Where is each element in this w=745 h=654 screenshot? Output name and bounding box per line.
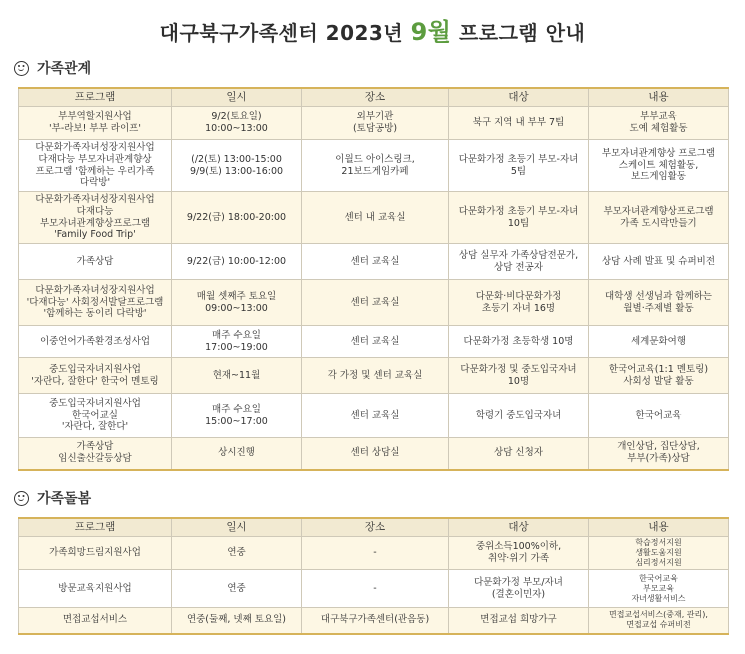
table-row xyxy=(19,537,729,570)
cell-line: 자녀생활서비스 xyxy=(631,593,686,603)
cell-line: 21보드게임카페 xyxy=(341,165,409,177)
cell-line: 9/22(금) 18:00-20:00 xyxy=(186,211,287,223)
table-row xyxy=(19,280,729,326)
cell-line: 17:00~19:00 xyxy=(205,341,268,353)
cell-line: 초등기 자녀 16명 xyxy=(481,302,556,314)
cell-line: 외부기관 xyxy=(356,111,394,123)
cell-content xyxy=(589,394,729,438)
table-row xyxy=(19,608,729,634)
cell-target xyxy=(449,394,589,438)
smiley-icon xyxy=(14,61,29,76)
cell-program xyxy=(19,140,172,192)
cell-datetime xyxy=(172,107,302,140)
cell-content xyxy=(589,358,729,394)
cell-line: 한국어교실 xyxy=(72,409,118,421)
cell-line: 부부교육 xyxy=(640,111,677,123)
cell-line: 면접교섭서비스 xyxy=(62,614,128,626)
cell-place xyxy=(302,394,449,438)
cell-line: 10명 xyxy=(507,375,530,387)
cell-line: (토담공방) xyxy=(352,123,398,134)
family-care-table xyxy=(18,517,729,635)
cell-line: - xyxy=(373,547,377,559)
cell-line: '함께하는 동이리 다락방' xyxy=(43,308,147,320)
cell-place xyxy=(302,107,449,140)
cell-content xyxy=(589,192,729,244)
header-target: 대상 xyxy=(449,518,589,537)
cell-line: 연중 xyxy=(227,582,246,594)
cell-line: 중위소득100%이하, xyxy=(475,541,562,553)
table-row xyxy=(19,140,729,192)
cell-line: 면접교섭 슈퍼비전 xyxy=(626,620,691,630)
cell-line: 월별·주제별 활동 xyxy=(623,302,694,314)
cell-line: 대구북구가족센터(관음동) xyxy=(320,614,430,626)
cell-datetime xyxy=(172,244,302,280)
cell-place xyxy=(302,192,449,244)
cell-line: 부모교육 xyxy=(643,583,674,593)
table-row xyxy=(19,394,729,438)
cell-line: 센터 상담실 xyxy=(350,447,400,459)
cell-line: 생활도움지원 xyxy=(635,548,682,557)
cell-datetime xyxy=(172,358,302,394)
cell-datetime xyxy=(172,394,302,438)
cell-line: 10:00~13:00 xyxy=(205,123,268,134)
page-title xyxy=(0,12,745,47)
cell-line: 다문화·비다문화가정 xyxy=(475,290,562,302)
title-suffix: 프로그램 안내 xyxy=(451,21,586,45)
cell-place xyxy=(302,537,449,570)
cell-program xyxy=(19,192,172,244)
cell-program xyxy=(19,326,172,358)
cell-target xyxy=(449,107,589,140)
cell-datetime xyxy=(172,537,302,570)
cell-line: 09:00~13:00 xyxy=(205,302,268,314)
cell-place xyxy=(302,608,449,634)
cell-place xyxy=(302,570,449,608)
cell-program xyxy=(19,244,172,280)
cell-line: 상담 신청자 xyxy=(494,447,543,459)
cell-line: 다문화가족자녀성장지원사업 xyxy=(35,141,155,153)
cell-target xyxy=(449,537,589,570)
cell-target xyxy=(449,438,589,470)
cell-line: 방문교육지원사업 xyxy=(58,582,132,594)
cell-content xyxy=(589,326,729,358)
header-datetime: 일시 xyxy=(172,88,302,107)
table-row xyxy=(19,326,729,358)
cell-target xyxy=(449,280,589,326)
header-datetime: 일시 xyxy=(172,518,302,537)
cell-program xyxy=(19,608,172,634)
cell-target xyxy=(449,192,589,244)
cell-line: 도예 체험활동 xyxy=(629,123,688,134)
cell-target xyxy=(449,326,589,358)
cell-place xyxy=(302,280,449,326)
cell-datetime xyxy=(172,438,302,470)
table-header-row xyxy=(19,88,729,107)
cell-line: '부-라보! 부부 라이프' xyxy=(49,123,141,134)
cell-program xyxy=(19,358,172,394)
cell-line: 매주 수요일 xyxy=(212,403,261,415)
header-program: 프로그램 xyxy=(19,518,172,537)
cell-line: '다재다능' 사회정서발달프로그램 xyxy=(26,296,164,308)
table-header-row xyxy=(19,518,729,537)
section-label: 가족돌봄 xyxy=(37,491,92,507)
cell-target xyxy=(449,608,589,634)
cell-line: 다재다능 부모자녀관계향상 xyxy=(38,153,152,165)
cell-line: 10팀 xyxy=(507,217,530,229)
cell-line: 중도입국자녀지원사업 xyxy=(49,363,141,375)
cell-line: 각 가정 및 센터 교육실 xyxy=(327,369,423,381)
cell-line: '자란다, 잘한다' xyxy=(61,421,129,433)
cell-content xyxy=(589,280,729,326)
cell-content xyxy=(589,570,729,608)
cell-target xyxy=(449,358,589,394)
cell-content xyxy=(589,608,729,634)
cell-place xyxy=(302,326,449,358)
cell-line: 부모자녀관계향상프로그램 xyxy=(39,217,151,229)
header-program: 프로그램 xyxy=(19,88,172,107)
cell-line: 북구 지역 내 부부 7팀 xyxy=(472,117,565,129)
title-month: 9월 xyxy=(410,18,452,46)
cell-program xyxy=(19,394,172,438)
cell-content xyxy=(589,140,729,192)
cell-line: 상시진행 xyxy=(218,447,255,459)
table-row xyxy=(19,570,729,608)
cell-line: 다문화가정 부모/자녀 xyxy=(474,576,563,588)
cell-place xyxy=(302,438,449,470)
cell-line: - xyxy=(373,582,377,594)
cell-line: 한국어교육(1:1 멘토링) xyxy=(608,363,709,375)
cell-line: 스케이트 체험활동, xyxy=(618,159,699,171)
header-content: 내용 xyxy=(589,518,729,537)
cell-line: 취약·위기 가족 xyxy=(487,553,550,564)
cell-line: 센터 교육실 xyxy=(350,409,400,421)
cell-program xyxy=(19,438,172,470)
cell-place xyxy=(302,244,449,280)
cell-line: 심리정서지원 xyxy=(635,558,682,567)
cell-line: 중도입국자녀지원사업 xyxy=(49,397,141,409)
cell-line: 센터 교육실 xyxy=(350,255,400,267)
cell-line: 'Family Food Trip' xyxy=(54,229,136,241)
cell-line: 부부(가족)상담 xyxy=(627,453,690,465)
cell-line: 면접교섭 희망가구 xyxy=(480,614,557,626)
cell-line: 현재~11월 xyxy=(212,369,261,381)
cell-line: 다재다능 xyxy=(76,205,114,217)
header-place: 장소 xyxy=(302,518,449,537)
header-target: 대상 xyxy=(449,88,589,107)
cell-content xyxy=(589,537,729,570)
header-content: 내용 xyxy=(589,88,729,107)
cell-line: 이월드 아이스링크, xyxy=(335,153,415,165)
cell-line: 부모자녀관계향상프로그램 xyxy=(603,205,714,217)
cell-program xyxy=(19,107,172,140)
cell-line: 한국어교육 xyxy=(639,573,678,583)
cell-line: 15:00~17:00 xyxy=(205,415,268,427)
cell-line: 부부역할지원사업 xyxy=(58,111,132,123)
cell-line: 부모자녀관계향상 프로그램 xyxy=(601,147,716,159)
cell-place xyxy=(302,358,449,394)
section-family-care xyxy=(14,488,91,508)
cell-line: 가족상담 xyxy=(76,255,114,267)
cell-line: 이중언어가족환경조성사업 xyxy=(39,335,151,347)
cell-line: 학령기 중도입국자녀 xyxy=(475,409,562,421)
cell-target xyxy=(449,244,589,280)
cell-line: 연중 xyxy=(227,547,246,559)
cell-line: 가족 도시락만들기 xyxy=(620,217,697,229)
cell-program xyxy=(19,537,172,570)
cell-content xyxy=(589,107,729,140)
cell-line: 다문화가정 초등기 부모-자녀 xyxy=(458,205,579,217)
cell-line: 사회성 발달 활동 xyxy=(623,375,694,387)
family-relations-table xyxy=(18,87,729,471)
cell-line: 매주 수요일 xyxy=(212,329,261,341)
cell-line: '자란다, 잘한다' 한국어 멘토링 xyxy=(31,375,159,387)
cell-line: 센터 교육실 xyxy=(350,335,400,347)
cell-content xyxy=(589,244,729,280)
cell-line: 프로그램 '함께하는 우리가족 xyxy=(35,165,155,177)
cell-line: 개인상담, 집단상담, xyxy=(617,441,700,453)
cell-line: 상담 사례 발표 및 슈퍼비전 xyxy=(601,255,716,267)
cell-line: 가족상담 xyxy=(76,441,114,453)
cell-content xyxy=(589,438,729,470)
cell-line: 대학생 선생님과 함께하는 xyxy=(605,290,712,302)
cell-line: 연중(둘째, 넷째 토요일) xyxy=(186,614,287,626)
table-row xyxy=(19,358,729,394)
table-row xyxy=(19,244,729,280)
header-place: 장소 xyxy=(302,88,449,107)
cell-line: 면접교섭서비스(중재, 관리), xyxy=(609,610,708,620)
cell-datetime xyxy=(172,280,302,326)
cell-line: 매월 셋째주 토요일 xyxy=(196,290,277,302)
cell-line: 다문화가정 초등학생 10명 xyxy=(463,335,574,347)
cell-line: (/2(토) 13:00-15:00 xyxy=(191,153,282,165)
section-family-relations xyxy=(14,58,91,78)
cell-line: 다문화가정 초등기 부모-자녀 xyxy=(458,153,579,165)
cell-line: 학습정서지원 xyxy=(635,538,682,547)
cell-line: 상담 실무자 가족상담전문가, xyxy=(458,249,579,261)
cell-line: 9/22(금) 10:00-12:00 xyxy=(186,255,287,267)
cell-line: 세계문화여행 xyxy=(630,335,687,347)
cell-line: 다문화가족자녀성장지원사업 xyxy=(35,284,155,296)
cell-line: 가족희망드림지원사업 xyxy=(49,547,141,559)
cell-line: 한국어교육 xyxy=(635,409,682,421)
cell-target xyxy=(449,140,589,192)
cell-line: 상담 전공자 xyxy=(494,261,543,273)
section-label: 가족관계 xyxy=(37,61,92,77)
cell-target xyxy=(449,570,589,608)
cell-line: 9/9(토) 13:00-16:00 xyxy=(189,165,284,177)
cell-line: 임신출산갈등상담 xyxy=(58,453,132,465)
smiley-icon xyxy=(14,491,29,506)
table-row xyxy=(19,438,729,470)
cell-datetime xyxy=(172,192,302,244)
cell-line: 다락방' xyxy=(79,177,111,189)
cell-line: 5팀 xyxy=(510,165,527,177)
title-prefix: 대구북구가족센터 2023년 xyxy=(159,21,411,45)
cell-line: 보드게임활동 xyxy=(630,171,687,183)
cell-line: (결혼이민자) xyxy=(491,588,546,600)
cell-datetime xyxy=(172,570,302,608)
cell-line: 센터 내 교육실 xyxy=(344,211,406,223)
cell-program xyxy=(19,280,172,326)
cell-line: 다문화가족자녀성장지원사업 xyxy=(35,193,155,205)
cell-place xyxy=(302,140,449,192)
cell-line: 센터 교육실 xyxy=(350,296,400,308)
cell-datetime xyxy=(172,326,302,358)
cell-line: 9/2(토요일) xyxy=(211,111,262,123)
cell-datetime xyxy=(172,140,302,192)
cell-datetime xyxy=(172,608,302,634)
table-row xyxy=(19,192,729,244)
cell-line: 다문화가정 및 중도입국자녀 xyxy=(460,363,577,375)
table-row xyxy=(19,107,729,140)
cell-program xyxy=(19,570,172,608)
